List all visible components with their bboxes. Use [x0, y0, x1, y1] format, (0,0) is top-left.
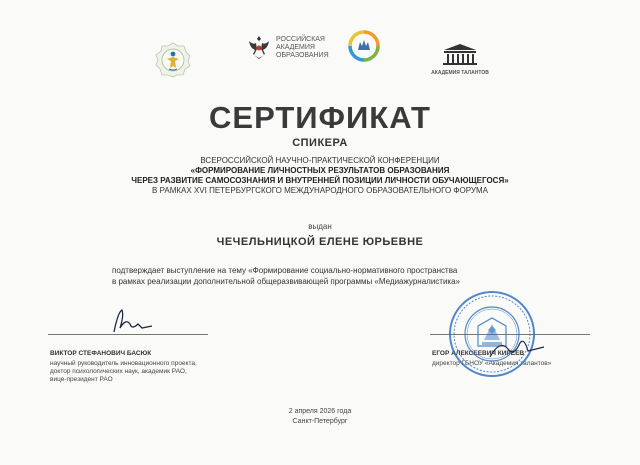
- left-signatory-name: ВИКТОР СТЕФАНОВИЧ БАСЮК: [50, 350, 152, 357]
- confirmation-text: [112, 265, 552, 287]
- right-signature-mark: [488, 335, 548, 363]
- academy-logo-text: [276, 36, 346, 60]
- forum-ring-logo: [347, 29, 381, 63]
- role-line: доктор психологических наук, академик РАО,: [50, 368, 187, 375]
- left-signature-line: [48, 334, 208, 335]
- recipient-name: ЧЕЧЕЛЬНИЦКОЙ ЕЛЕНЕ ЮРЬЕВНЕ: [216, 236, 424, 248]
- confirmation-line: подтверждает выступление на тему «Формирование социально-нормативного пространства: [112, 266, 458, 275]
- certificate-date: 2 апреля 2026 года: [288, 408, 352, 415]
- right-signatory-name: ЕГОР АЛЕКСЕЕВИЧ КИРЕЕВ: [432, 350, 525, 357]
- talents-logo-text: АКАДЕМИЯ ТАЛАНТОВ: [431, 70, 489, 76]
- left-signatory-role: [50, 360, 197, 384]
- role-line: научный руководитель инновационного проекта,: [50, 360, 197, 367]
- building-logo-icon: [440, 42, 480, 66]
- conference-line: ЧЕРЕЗ РАЗВИТИЕ САМОСОЗНАНИЯ И ВНУТРЕННЕЙ ПОЗИЦИИ ЛИЧНОСТИ ОБУЧАЮЩЕГОСЯ»: [131, 176, 509, 185]
- academy-text-line: РОССИЙСКАЯ: [276, 36, 325, 43]
- role-line: директор ГБНОУ «Академия талантов»: [432, 360, 552, 367]
- certificate-city: Санкт-Петербург: [292, 418, 348, 425]
- certificate-subtitle: СПИКЕРА: [292, 137, 348, 149]
- conference-line: ВСЕРОССИЙСКОЙ НАУЧНО-ПРАКТИЧЕСКОЙ КОНФЕРЕНЦИИ: [200, 156, 440, 165]
- academy-text-line: ОБРАЗОВАНИЯ: [276, 52, 329, 59]
- left-signature-mark: [108, 306, 158, 336]
- conference-line: «ФОРМИРОВАНИЕ ЛИЧНОСТНЫХ РЕЗУЛЬТАТОВ ОБРАЗОВАНИЯ: [190, 166, 450, 175]
- eagle-emblem-icon: [245, 33, 273, 61]
- issued-label: выдан: [308, 222, 332, 231]
- confirmation-line: в рамках реализации дополнительной общеразвивающей программы «Медиажурналистика»: [112, 277, 460, 286]
- academy-text-line: АКАДЕМИЯ: [276, 44, 315, 51]
- conference-seal-logo: [155, 42, 191, 78]
- conference-line: В РАМКАХ XVI ПЕТЕРБУРГСКОГО МЕЖДУНАРОДНОГО ОБРАЗОВАТЕЛЬНОГО ФОРУМА: [152, 186, 488, 195]
- organization-stamp-icon: [448, 290, 536, 378]
- certificate-title: СЕРТИФИКАТ: [209, 100, 431, 135]
- role-line: вице-президент РАО: [50, 376, 113, 383]
